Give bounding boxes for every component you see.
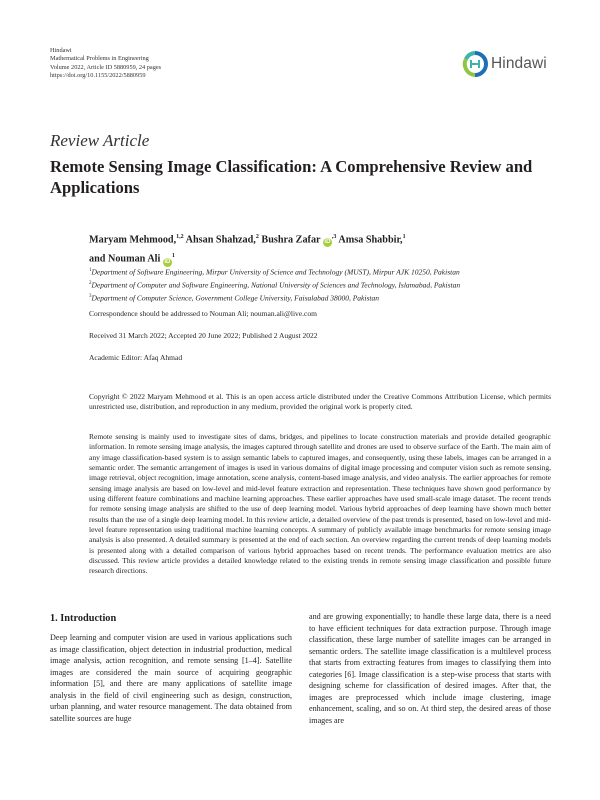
intro-right-column: and are growing exponentially; to handle these large data, there is a need to have efficient techniques for data extraction purpose. Through image classification, these large number of satellite images can be arranged in semantic orders. The satellite image classification is a multilevel process that starts from extracting features from images to classifying them into categories [6]. Image classification is a step-wise process that starts with designing scheme for classification of desired images. After that, the images are preprocessed which include image clustering, image enhancement, scaling, and so on. At third step, the desired areas of those images are: [309, 612, 551, 725]
logo-text: Hindawi: [491, 55, 547, 72]
publication-dates: Received 31 March 2022; Accepted 20 June 2022; Published 2 August 2022: [89, 331, 318, 340]
author-affil-sup: 2: [255, 234, 259, 240]
hindawi-logo-icon: [462, 51, 488, 77]
affiliation-item: [89, 265, 549, 278]
author-affil-sup: 1: [402, 234, 406, 240]
author-affil-sup: 1: [171, 253, 175, 260]
affiliation-sup: 3: [89, 293, 92, 299]
correspondence: Correspondence should be addressed to Nouman Ali; nouman.ali@live.com: [89, 309, 317, 318]
orcid-icon[interactable]: iD: [164, 258, 171, 265]
affiliation-text: Department of Computer and Software Engineering, National University of Sciences and Technology, Islamabad, Pakistan: [91, 280, 461, 290]
affiliation-item: [89, 291, 549, 304]
author-name: Bushra Zafar: [261, 234, 321, 246]
section-heading: 1. Introduction: [50, 613, 117, 624]
abstract: Remote sensing is mainly used to investigate sites of dams, bridges, and pipelines to locate construction materials and provide detailed geographic information. In remote sensing image analysis, the images captured through satellite and drones are used to observe surface of the Earth. The main aim of any image classification-based system is to assign semantic labels to captured images, and consequently, using these labels, images can be arranged in a semantic order. The semantic arrangement of images is used in various domains of digital image processing and computer vision such as remote sensing, image retrieval, object recognition, image annotation, scene analysis, content-based image analysis, and video analysis. The earlier approaches for remote sensing image analysis are based on low-level and mid-level feature extraction and representation. These techniques have shown good performance by using different feature combinations and machine learning approaches. These earlier approaches have used small-scale image dataset. The recent trends for remote sensing image analysis are shifted to the use of deep learning model. Various hybrid approaches of deep learning have shown much better results than the use of a single deep learning model. In this review article, a detailed overview of the past trends is presented, based on low-level and mid-level feature representation using traditional machine learning concepts. A summary of publicly available image benchmarks for remote sensing image analysis is also presented. A detailed summary is presented at the end of each section. An overview regarding the current trends of deep learning models is presented along with a detailed comparison of various hybrid approaches based on recent trends. The performance evaluation metrics are also discussed. This review article provides a detailed knowledge related to the existing trends in remote sensing image classification and possible future research directions.: [89, 432, 551, 576]
affiliation-text: Department of Computer Science, Government College University, Faisalabad 38000, Pakistan: [91, 293, 379, 303]
article-type: Review Article: [50, 131, 150, 150]
affiliations: [89, 265, 549, 304]
author-affil-sup: 1,2: [176, 234, 184, 240]
publisher-name: Hindawi: [50, 47, 72, 54]
author-name: Ahsan Shahzad,: [185, 234, 256, 246]
intro-left-column: Deep learning and computer vision are used in various applications such as image classification, object detection in industrial production, medical image analysis, action recognition, and remote sensing [1–4]. Satellite images are considered the main source of acquiring geographic information [5], and there are many applications of satellite image analysis in the field of civil engineering such as design, construction, urban planning, and water resource management. The data obtained from satellite sources are huge: [50, 633, 292, 723]
journal-meta: [50, 47, 161, 80]
hindawi-logo[interactable]: [462, 51, 547, 77]
affiliation-sup: 2: [89, 280, 92, 286]
affiliation-item: [89, 278, 549, 291]
academic-editor: Academic Editor: Afaq Ahmad: [89, 353, 183, 362]
volume-line: Volume 2022, Article ID 5880959, 24 pages: [50, 63, 162, 71]
author-affil-sup: ,3: [331, 234, 337, 240]
journal-name: Mathematical Problems in Engineering: [50, 55, 149, 63]
orcid-icon[interactable]: iD: [324, 239, 331, 246]
paper-title: Remote Sensing Image Classification: A Comprehensive Review and Applications: [50, 157, 533, 197]
author-name: Maryam Mehmood,: [89, 234, 177, 246]
copyright-notice: Copyright © 2022 Maryam Mehmood et al. This is an open access article distributed under the Creative Commons Attribution License, which permits unrestricted use, distribution, and reproduction in any medium, provided the original work is properly cited.: [89, 392, 551, 412]
affiliation-text: Department of Software Engineering, Mirpur University of Science and Technology (MUST), Mirpur AJK 10250, Pakistan: [91, 267, 460, 277]
author-name: Amsa Shabbir,: [338, 234, 403, 246]
author-name: and Nouman Ali: [89, 253, 161, 265]
doi-link[interactable]: https://doi.org/10.1155/2022/5880959: [50, 71, 146, 79]
affiliation-sup: 1: [89, 268, 92, 273]
author-list: [89, 229, 539, 268]
